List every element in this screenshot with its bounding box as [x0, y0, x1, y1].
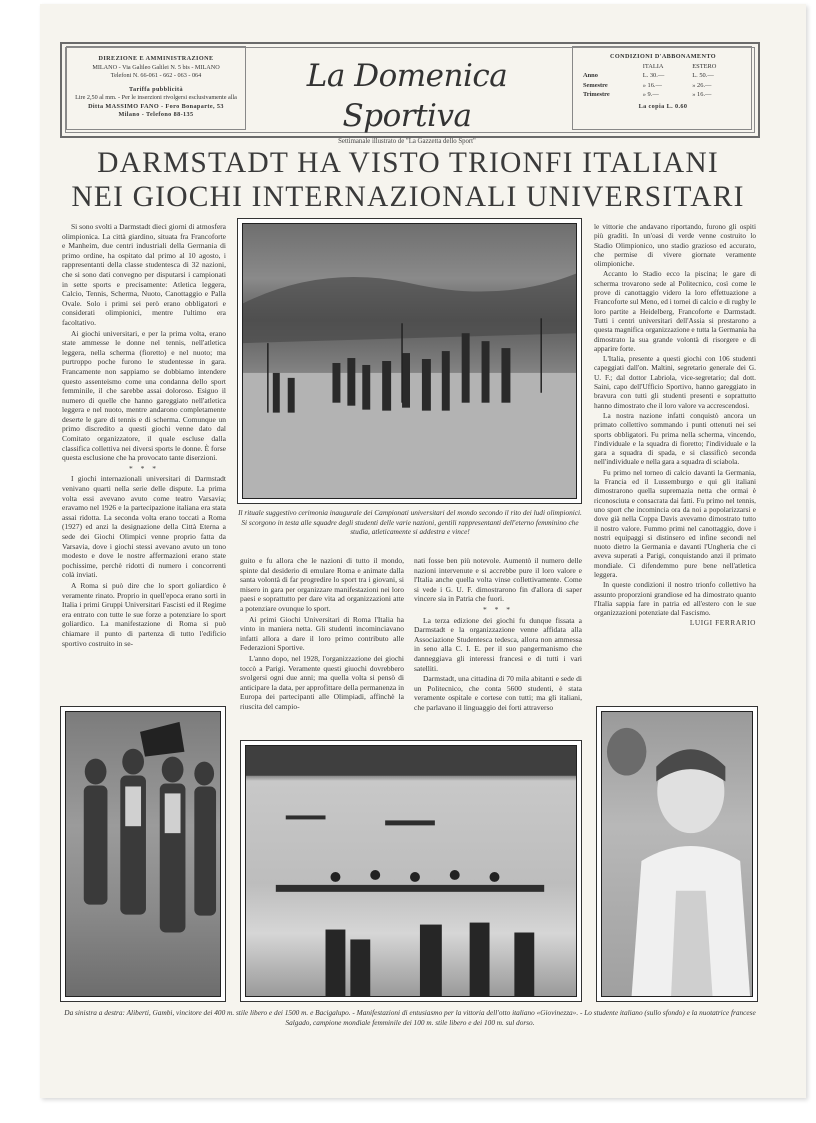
swimmers-scene-art: [66, 712, 220, 996]
paragraph: Fu primo nel torneo di calcio davanti la Germania, la Francia ed il Lussemburgo e qui gli italiani dimostrarono quella supremazia netta che ormai è riconosciuta e consacrata dai fatti. Fu primo nel tennis, uno sport che incomincia ora da noi a popolarizzarsi e dove già nella Coppa Davis avevamo dimostrato tutto il nostro valore. Fummo primi nel canottaggio, dove i nostri equipaggi si distinsero ed infine secondi nel nuoto dietro la Germania e davanti l'Ungheria che ci aveva superati a Parigi, conquistando anzi il primato mondiale. Ci difendemmo pure bene nell'atletica leggera.: [594, 467, 756, 579]
paragraph: guito e fu allora che le nazioni di tutto il mondo, spinte dal desiderio di emulare Roma e animate dalla santa volontà di far progredire lo sport tra i giovani, si misero in gara per organizzare manifestazioni nei loro paesi e soprattutto per dare vita ad organizzazioni atte a potenziare ovunque lo sport.: [240, 556, 404, 613]
newspaper-subtitle: Settimanale illustrato de "La Gazzetta dello Sport": [338, 138, 476, 145]
masthead-logo: [252, 56, 562, 145]
section-separator: * * *: [483, 604, 513, 614]
caption-opening-ceremony: Il rituale suggestivo cerimonia inaugurale dei Campionati universitari del mondo secondo il rito dei ludi olimpionici. Si scorgono in testa alle squadre degli studenti delle varie nazioni, gentili rappresentanti dell'eterno femminino che studia, atleticamente si addestra e vince!: [238, 508, 582, 536]
paragraph: Darmstadt, una cittadina di 70 mila abitanti e sede di un Politecnico, che conta 5600 studenti, è stata veramente ospitale e cortese con tutti; ma gli italiani, che parlavano il linguaggio dei forti attraverso: [414, 674, 582, 712]
advert-heading: Tariffa pubblicità: [129, 85, 183, 93]
paragraph: L'Italia, presente a questi giochi con 106 studenti capeggiati dall'on. Maltini, segretario generale dei G. U. F.; dal dottor Labriola, vice-segretario; dal dott. Saini, capo dell'Ufficio Sportivo, hanno gareggiato in bravura con tutti gli studenti presenti e soprattutto hanno dimostrato che il loro valore va accrescendosi.: [594, 354, 756, 410]
agent-phone: Milano - Telefono 88-135: [118, 111, 194, 118]
article-column-2: [240, 556, 404, 713]
direction-heading: DIREZIONE E AMMINISTRAZIONE: [98, 55, 214, 62]
paragraph: Ai giochi universitari, e per la prima volta, erano state ammesse le donne nel tennis, nell'atletica leggera, nella scherma (fioretto) e nel nuoto; ma purtroppo poche furono le studentesse in gara. Francamente non sappiamo se dobbiamo intendere questo assenteismo come una condanna dello sport femminile, il che sarebbe assai doloroso. Esiguo il numero di quelle che hanno gareggiato nell'atletica leggera e nel nuoto, mentre andarono completamente deserte le gare di tennis e di scherma. Comunque un primo discredito a questi giochi venne dato dal Comitato organizzatore, il quale escluse dalla classifica collettiva nei diversi sports le donne. È forse questa esclusione che ha provocato tante diserzioni.: [62, 328, 226, 463]
paragraph: A Roma si può dire che lo sport goliardico è veramente rinato. Proprio in quell'epoca erano sorti in Italia i primi Gruppi Universitari Fascisti ed il Regime era entrato con tutte le sue forze a potenziare lo sport goliardico. La manifestazione di Roma si può chiamare il punto di partenza di tutto l'edificio sportivo costruito in se-: [62, 580, 226, 648]
subscription-row: Trimestre » 9.— » 16.—: [583, 91, 712, 98]
subscription-row: Anno L. 30.— L. 50.—: [583, 72, 714, 79]
article-column-3: [414, 556, 582, 714]
portrait-scene-art: [602, 712, 752, 996]
phone-line: Telefoni N. 66-061 - 662 - 063 - 064: [110, 72, 202, 79]
photo-swimmers: [60, 706, 226, 1002]
rowing-scene-art: [246, 746, 576, 996]
photo-opening-ceremony: [237, 218, 582, 504]
newspaper-title: La Domenica Sportiva: [306, 58, 508, 134]
photo-rowing-celebration: [240, 740, 582, 1002]
article-column-4: [594, 222, 756, 629]
copy-price: La copia L. 0.60: [638, 102, 688, 110]
advert-agent: Ditta MASSIMO FANO - Foro Bonaparte, 53: [88, 102, 224, 110]
paragraph: Accanto lo Stadio ecco la piscina; le gare di scherma trovarono sede al Politecnico, così come le prove di canottaggio videro la loro effettuazione a Francoforte sul Meno, ed i tornei di calcio e di rugby le loro partite a Heidelberg, Francoforte e Darmstadt. Tutti i centri universitari dell'Assia si prestarono a questa magnifica organizzazione e tutta la Germania ha dimostrato la sua grande volontà di risorgere e di apparire forte.: [594, 269, 756, 353]
paragraph: I giochi internazionali universitari di Darmstadt venivano quarti nella serie delle dispute. La prima volta essi avevano avuto come teatro Varsavia; eravamo nel 1926 e la partecipazione italiana era stata assai ridotta. La seconda volta erano toccati a Roma (1927) ed anzi la designazione della Città Eterna a sede dei Giochi Olimpici venne proprio fatta da Varsavia, dove i giochi stessi avevano avuto un tono modesto e dove le nostre affermazioni erano state pochissime, perchè ridotti di numero i concorrenti colà inviati.: [62, 474, 226, 580]
subscription-box: [572, 46, 752, 130]
caption-bottom-photos: Da sinistra a destra: Aliberti, Gambi, vincitore dei 400 m. stile libero e dei 1500 m. e Bacigalupo. - Manifestazioni di entusiasmo per la vittoria dell'otto italiano «Giovinezza». - Lo studente italiano (sullo sfondo) e la nuotatrice francese Salgado, campione mondiale femminile dei 100 m. stile libero e dei 100 m. sul dorso.: [64, 1008, 756, 1027]
ceremony-scene-art: [243, 224, 576, 498]
article-headline: [60, 146, 756, 214]
section-separator: * * *: [129, 463, 159, 473]
address-line: MILANO - Via Galileo Galilei N. 5 bis - MILANO: [92, 63, 220, 71]
col-italia: ITALIA: [642, 62, 664, 70]
subscription-heading: CONDIZIONI D'ABBONAMENTO: [610, 53, 716, 60]
col-estero: ESTERO: [692, 62, 717, 70]
photo-salgado-portrait: [596, 706, 758, 1002]
paragraph: L'anno dopo, nel 1928, l'organizzazione dei giochi toccò a Parigi. Veramente questi giuochi dovrebbero svolgersi ogni due anni; ma quella volta si pensò di anticipare la data, per approfittare della permanenza in Europa dei partecipanti alle Olimpiadi, affinchè la riuscita del campio-: [240, 653, 404, 711]
paragraph: Si sono svolti a Darmstadt dieci giorni di atmosfera olimpionica. La città giardino, situata fra Francoforte e Manheim, due centri industriali della Germania di primo ordine, ha ospitato dal primo al 10 agosto, i rappresentanti della classe studentesca di 32 nazioni, che si sono dati convegno per disputarsi i campionati in sette sports e precisamente: Atletica leggera, Calcio, Tennis, Scherma, Nuoto, Canottaggio e Palla Ovale. Solo i primi sei però erano obbligatori e considerati olimpionici, mentre l'ultimo era facoltativo.: [62, 222, 226, 327]
subscription-row: Semestre » 16.— » 26.—: [583, 81, 712, 89]
masthead-address-box: [66, 46, 246, 130]
article-column-1: [62, 222, 226, 649]
subscription-table: [581, 62, 745, 100]
headline-line-2: NEI GIOCHI INTERNAZIONALI UNIVERSITARI: [71, 181, 745, 213]
paragraph: In queste condizioni il nostro trionfo collettivo ha assunto proporzioni grandiose ed ha dimostrato quanto l'Italia sappia fare in patria ed all'estero con le sue organizzazioni potenziate dal Fascismo.: [594, 580, 756, 618]
author-signature: LUIGI FERRARIO: [689, 618, 756, 628]
paragraph: nati fosse ben più notevole. Aumentò il numero delle nazioni intervenute e si accrebbe pure il loro valore e l'Italia anche quella volta vinse collettivamente. Come si vede i G. U. F. dimostrarono fin d'allora di saper vincere sia in Patria che fuori.: [414, 556, 582, 604]
paragraph: Ai primi Giochi Universitari di Roma l'Italia ha vinto in maniera netta. Gli studenti incominciavano infatti allora a dare il loro primo contributo alle Federazioni Sportive.: [240, 614, 404, 653]
paragraph: La nostra nazione infatti conquistò ancora un primato collettivo sommando i punti ottenuti nei sei sports obbligatori. Fu prima nella scherma, vincendo, l'individuale e la squadra di fioretto; l'individuale e la gara a squadra di spada, e si classificò seconda nell'individuale e nella gara a squadra di sciabola.: [594, 410, 756, 467]
headline-line-1: DARMSTADT HA VISTO TRIONFI ITALIANI: [97, 147, 719, 179]
paragraph: La terza edizione dei giochi fu dunque fissata a Darmstadt e la organizzazione venne affidata alla Associazione Studentesca tedesca, allora non ammessa in seno alla C. I. E. per il suo pangermanismo che danneggiava gli interessi francesi e di tutti i vari satelliti.: [414, 615, 582, 673]
advert-rate: Lire 2,50 al mm. - Per le inserzioni rivolgersi esclusivamente alla: [75, 94, 237, 101]
paragraph: le vittorie che andavano riportando, furono gli ospiti più graditi. In un'oasi di verde venne costruito lo Stadio Olimpionico, uno stadio grazioso ed accurato, che permise di vivere giornate veramente olimpioniche.: [594, 222, 756, 269]
